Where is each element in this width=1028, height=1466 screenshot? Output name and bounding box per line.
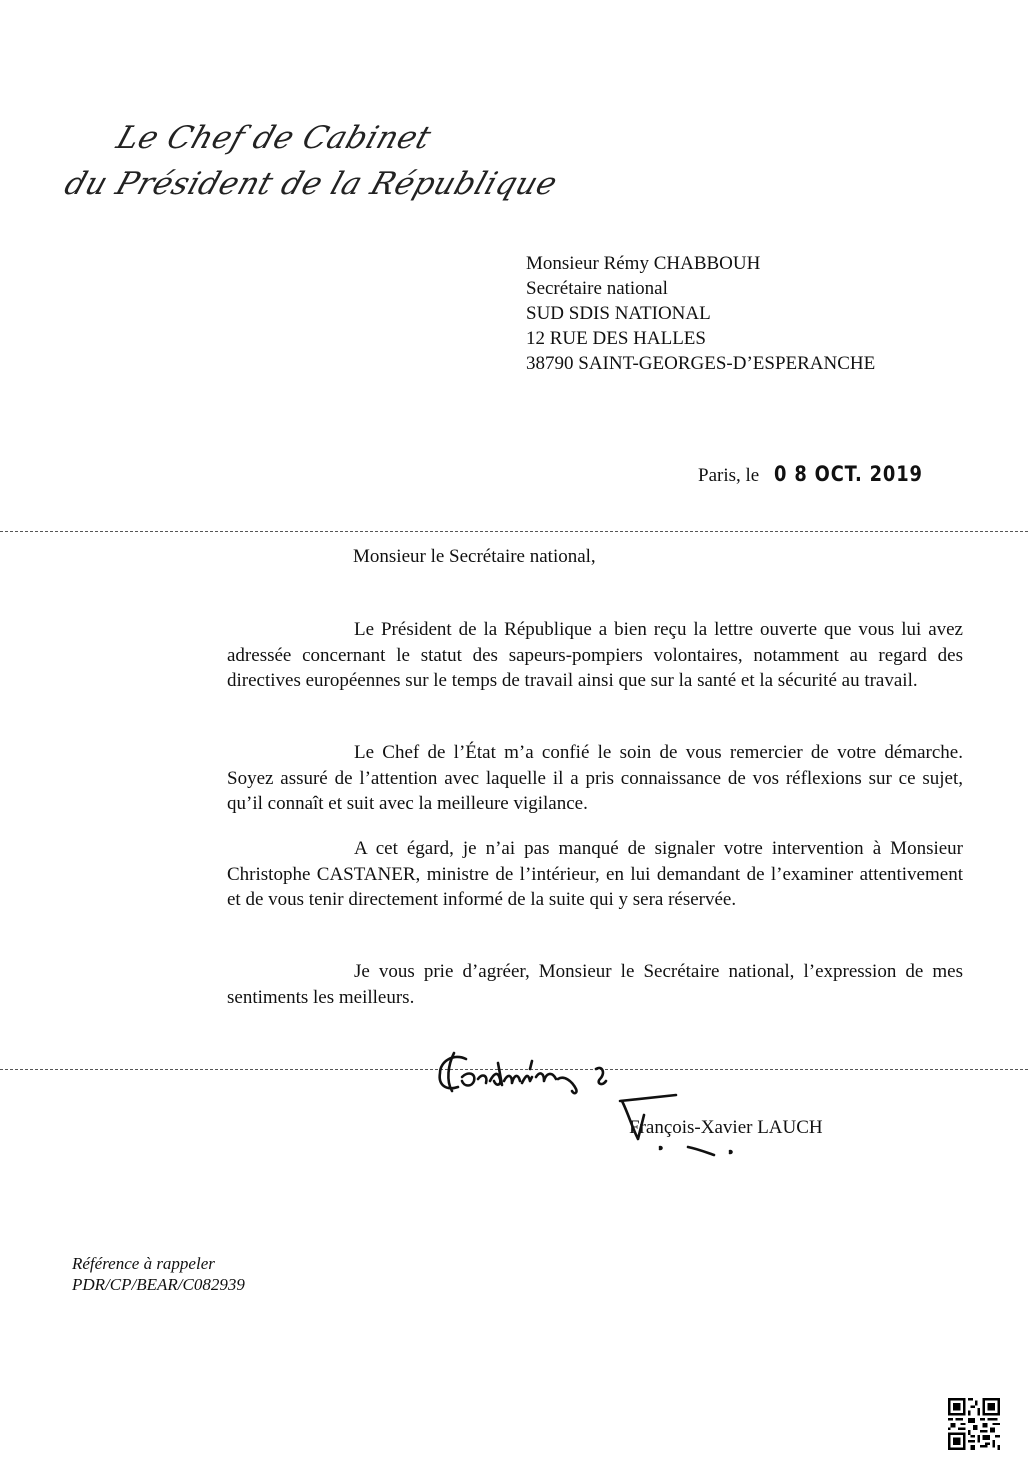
recipient-city: 38790 SAINT-GEORGES-D’ESPERANCHE [526,353,876,374]
reference-block [72,1253,245,1295]
body-paragraph-1: Le Président de la République a bien reçu la lettre ouverte que vous lui avez adressée concernant le statut des sapeurs-pompiers volontaires, notamment au regard des directives européennes sur le temps de travail ainsi que sur la santé et la sécurité au travail. [227,619,963,691]
reference-code: PDR/CP/BEAR/C082939 [72,1275,245,1294]
date-line [698,462,949,487]
date-stamp: 0 8 OCT. 2019 [773,462,923,486]
qr-code [948,1398,1000,1450]
body-paragraph-2: Le Chef de l’État m’a confié le soin de vous remercier de votre démarche. Soyez assuré de l’attention avec laquelle il a pris connaissance de vos réflexions sur ce sujet, qu’il connaît et suit avec la meilleure vigilance. [227,742,963,814]
handwritten-signature [432,1043,772,1173]
letterhead-line-2: du Président de la République [60,166,562,202]
salutation: Monsieur le Secrétaire national, [353,546,596,567]
fold-line-top [0,531,1028,532]
letterhead [60,120,562,202]
body-paragraph-3: A cet égard, je n’ai pas manqué de signaler votre intervention à Monsieur Christophe CASTANER, ministre de l’intérieur, en lui demandant de l’examiner attentivement et de vous tenir directement informé de la suite qui y sera réservée. [227,838,963,910]
reference-label: Référence à rappeler [72,1254,215,1273]
recipient-name: Monsieur Rémy CHABBOUH [526,253,761,274]
body-paragraph-4: Je vous prie d’agréer, Monsieur le Secrétaire national, l’expression de mes sentiments les meilleurs. [227,961,963,1008]
recipient-street: 12 RUE DES HALLES [526,328,706,349]
date-prefix: Paris, le [698,465,760,486]
recipient-title: Secrétaire national [526,278,668,299]
recipient-organization: SUD SDIS NATIONAL [526,303,711,324]
signer-name: François-Xavier LAUCH [629,1117,823,1138]
letterhead-line-1: Le Chef de Cabinet [112,120,436,156]
recipient-address [526,251,875,376]
